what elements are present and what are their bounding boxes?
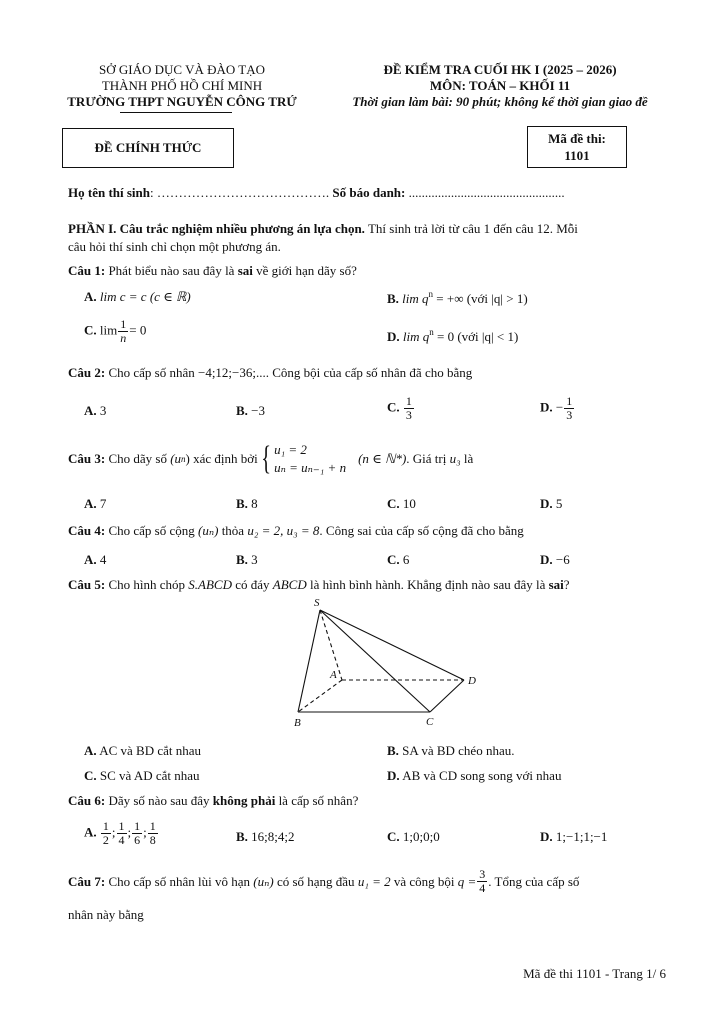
exam-code-label: Mã đề thi:	[548, 131, 606, 146]
q1-text-b: về giới hạn dãy số?	[252, 263, 357, 278]
q6-d-label: D.	[540, 829, 553, 844]
q4-b-label: B.	[236, 552, 248, 567]
q4-a-text: 4	[99, 552, 107, 567]
student-info	[68, 184, 668, 202]
q3-d-label: D.	[540, 496, 553, 511]
edge-CD	[430, 680, 464, 712]
q7-q: q =	[457, 873, 477, 889]
q6-a-frac-1	[101, 820, 111, 847]
q7-stem	[68, 868, 668, 895]
q5-c-text: SC và AD cắt nhau	[99, 768, 200, 783]
q3-label: Câu 3:	[68, 451, 106, 466]
q1-option-c[interactable]	[84, 318, 146, 345]
q7-u1: u₁ = 2	[357, 873, 391, 889]
q2-d-fraction	[564, 395, 574, 422]
q6-text-b: là cấp số nhân?	[275, 793, 359, 808]
q2-d-den: 3	[566, 408, 573, 422]
q5-option-c[interactable]	[84, 768, 200, 784]
q1-text-a: Phát biểu nào sau đây là	[105, 263, 238, 278]
q4-text-c: . Công sai của cấp số cộng đã cho bằng	[319, 523, 524, 538]
q7-q-fraction	[477, 868, 487, 895]
q1-label: Câu 1:	[68, 263, 106, 278]
q3-b-text: 8	[251, 496, 258, 511]
q7-text-d: . Tổng của cấp số	[488, 873, 580, 889]
q4-text-a: Cho cấp số cộng	[105, 523, 198, 538]
official-box: ĐỀ CHÍNH THỨC	[62, 128, 234, 168]
q3-sys-2: uₙ = uₙ₋₁ + n	[274, 460, 347, 475]
q5-d-text: AB và CD song song với nhau	[402, 768, 562, 783]
q5-label: Câu 5:	[68, 577, 106, 592]
q2-a-text: 3	[99, 403, 107, 418]
q5-text-a: Cho hình chóp	[105, 577, 189, 592]
q4-label: Câu 4:	[68, 523, 106, 538]
q3-brace: {	[261, 440, 271, 477]
q4-seq: (uₙ)	[198, 523, 219, 538]
school-name: TRƯỜNG THPT NGUYỄN CÔNG TRỨ	[67, 94, 297, 109]
q3-c-label: C.	[387, 496, 400, 511]
q5-stem	[68, 576, 668, 594]
department-line1: SỞ GIÁO DỤC VÀ ĐÀO TẠO	[99, 62, 265, 77]
q4-c-text: 6	[402, 552, 410, 567]
id-label: Số báo danh:	[332, 185, 406, 200]
vertex-A-label: A	[330, 669, 337, 681]
q3-a-label: A.	[84, 496, 97, 511]
edge-SD	[320, 610, 464, 680]
header-left	[52, 62, 312, 110]
part1-title: PHẦN I. Câu trắc nghiệm nhiều phương án lựa chọn.	[68, 221, 365, 236]
q3-seq: (u	[170, 451, 182, 466]
q6-b-text: 16;8;4;2	[251, 829, 295, 844]
q6-d-text: 1;−1;1;−1	[555, 829, 608, 844]
q1-d-text-a: lim q	[402, 329, 430, 344]
q1-option-a[interactable]	[84, 289, 191, 305]
q3-text-d: là	[460, 451, 474, 466]
q3-seq-close: )	[185, 451, 190, 466]
q6-a-num-3: 1	[134, 819, 141, 833]
q6-c-text: 1;0;0;0	[402, 829, 440, 844]
q6-stem	[68, 792, 633, 810]
q2-stem	[68, 364, 668, 382]
q3-option-a[interactable]	[84, 496, 106, 512]
q6-a-den-4: 8	[149, 833, 156, 847]
q4-cond: u₂ = 2, u₃ = 8	[247, 523, 320, 538]
q1-c-text-a: lim	[99, 322, 118, 338]
q5-a-text: AC và BD cắt nhau	[99, 743, 201, 758]
header-right	[330, 62, 670, 110]
q1-d-label: D.	[387, 329, 400, 344]
q1-b-text-b: = +∞ (với |q| > 1)	[433, 291, 528, 306]
q1-d-text-b: = 0 (với |q| < 1)	[433, 329, 519, 344]
q6-b-label: B.	[236, 829, 248, 844]
school-underline	[120, 112, 232, 113]
q7-q-num: 3	[479, 867, 486, 881]
q3-system	[274, 441, 346, 477]
q3-b-label: B.	[236, 496, 248, 511]
q6-option-b[interactable]	[236, 829, 295, 845]
part1-instruction	[68, 220, 658, 238]
q2-c-label: C.	[387, 399, 400, 415]
q2-option-a[interactable]	[84, 403, 106, 419]
q4-stem	[68, 522, 668, 540]
q1-b-text-a: lim q	[402, 291, 429, 306]
department-line2: THÀNH PHỐ HỒ CHÍ MINH	[101, 78, 263, 93]
q2-option-b[interactable]	[236, 403, 265, 419]
page-footer: Mã đề thi 1101 - Trang 1/ 6	[523, 966, 666, 981]
q1-b-sup: n	[428, 289, 434, 299]
q3-text-b: xác định bởi	[189, 451, 258, 466]
name-dots: : ………………………………….	[150, 185, 330, 200]
q1-a-text: lim c = c (c ∈ ℝ)	[99, 289, 191, 304]
q4-option-c[interactable]	[387, 552, 409, 568]
q4-option-b[interactable]	[236, 552, 258, 568]
q5-a-label: A.	[84, 743, 97, 758]
q2-b-text: −3	[251, 403, 266, 418]
q3-c-text: 10	[402, 496, 416, 511]
q6-text-bold: không phải	[212, 793, 276, 808]
q6-a-num-2: 1	[118, 819, 125, 833]
q7-text-c: và công bội	[390, 873, 458, 889]
q5-base: ABCD	[272, 577, 307, 592]
q2-d-num: 1	[566, 394, 573, 408]
q7-line2: nhân này bằng	[68, 907, 144, 922]
q6-option-a[interactable]: A. $\frac{1}{2}$ ; $\frac{1}{4}$ ; $\frac{1}{6}$ ; $\frac{1}{8}$	[84, 819, 156, 847]
q3-a-text: 7	[99, 496, 107, 511]
q6-label: Câu 6:	[68, 793, 106, 808]
q6-a-den-2: 4	[118, 833, 125, 847]
q4-d-text: −6	[555, 552, 570, 567]
q5-pyramid: S.ABCD	[188, 577, 232, 592]
vertex-D-label: D	[468, 675, 476, 687]
q3-cond: (n ∈ ℕ*)	[358, 451, 407, 466]
q3-d-text: 5	[555, 496, 563, 511]
q1-a-label: A.	[84, 289, 97, 304]
exam-time: Thời gian làm bài: 90 phút; không kể thời gian giao đề	[352, 94, 648, 109]
q4-option-a[interactable]	[84, 552, 106, 568]
q6-a-num-1: 1	[102, 819, 109, 833]
q1-d-sup: n	[429, 327, 434, 337]
q7-label: Câu 7:	[68, 873, 106, 889]
q3-seq-sub: n	[181, 454, 186, 464]
q5-option-d[interactable]	[387, 768, 561, 784]
q2-c-num: 1	[405, 394, 412, 408]
q4-a-label: A.	[84, 552, 97, 567]
q6-a-num-4: 1	[149, 819, 156, 833]
q2-option-d[interactable]	[540, 395, 575, 422]
q1-option-d[interactable]	[387, 327, 518, 345]
edge-AB-hidden	[298, 680, 342, 712]
q7-q-den: 4	[479, 881, 486, 895]
q1-c-den: n	[120, 331, 127, 345]
q2-a-label: A.	[84, 403, 97, 418]
q5-text-bold: sai	[548, 577, 564, 592]
q5-text-b: có đáy	[231, 577, 273, 592]
q6-a-den-1: 2	[102, 833, 109, 847]
q4-d-label: D.	[540, 552, 553, 567]
vertex-C-label: C	[426, 716, 434, 728]
vertex-B-label: B	[294, 717, 301, 729]
q1-c-label: C.	[84, 322, 97, 338]
q1-stem	[68, 262, 633, 280]
exam-code-box	[527, 126, 627, 168]
q4-b-text: 3	[251, 552, 258, 567]
exam-code-value: 1101	[564, 148, 590, 163]
name-label: Họ tên thí sinh	[68, 185, 150, 200]
q6-a-frac-4	[148, 820, 158, 847]
q6-c-label: C.	[387, 829, 400, 844]
q3-option-d[interactable]	[540, 496, 562, 512]
q1-b-label: B.	[387, 291, 399, 306]
q1-c-fraction	[118, 318, 128, 345]
q1-text-bold: sai	[237, 263, 253, 278]
part1-instr-2: câu hỏi thí sinh chỉ chọn một phương án.	[68, 239, 281, 254]
q2-label: Câu 2:	[68, 365, 106, 380]
q2-b-label: B.	[236, 403, 248, 418]
vertex-S-label: S	[314, 597, 320, 609]
q4-c-label: C.	[387, 552, 400, 567]
q5-c-label: C.	[84, 768, 97, 783]
q3-sys-1: u₁ = 2	[274, 442, 307, 457]
pyramid-figure	[290, 594, 490, 734]
q7-seq: (uₙ)	[253, 873, 274, 889]
edge-SB	[298, 610, 320, 712]
q2-d-sign: −	[555, 399, 564, 415]
exam-subject: MÔN: TOÁN – KHỐI 11	[429, 78, 571, 93]
q4-text-b: thỏa	[218, 523, 248, 538]
q3-stem	[68, 441, 668, 477]
part1-instr-1: Thí sinh trả lời từ câu 1 đến câu 12. Mỗi	[364, 221, 578, 236]
q6-option-d[interactable]	[540, 829, 607, 845]
q5-option-b[interactable]	[387, 743, 514, 759]
q2-c-den: 3	[405, 408, 412, 422]
q3-option-c[interactable]	[387, 496, 416, 512]
q2-c-fraction	[404, 395, 414, 422]
q3-u3: u₃	[449, 451, 461, 466]
q6-a-frac-2	[117, 820, 127, 847]
q6-text-a: Dãy số nào sau đây	[105, 793, 213, 808]
q7-text-b: có số hạng đầu	[273, 873, 358, 889]
q5-text-d: ?	[563, 577, 570, 592]
q2-option-c[interactable]	[387, 395, 415, 422]
q5-b-label: B.	[387, 743, 399, 758]
q1-c-num: 1	[120, 317, 127, 331]
q5-option-a[interactable]	[84, 743, 201, 759]
q2-d-label: D.	[540, 399, 553, 415]
q5-text-c: là hình bình hành. Khẳng định nào sau đây là	[306, 577, 549, 592]
edge-SC	[320, 610, 430, 712]
q3-text-a: Cho dãy số	[105, 451, 171, 466]
q3-option-b[interactable]	[236, 496, 258, 512]
q7-text-a: Cho cấp số nhân lùi vô hạn	[105, 873, 254, 889]
exam-title: ĐỀ KIỂM TRA CUỐI HK I (2025 – 2026)	[383, 62, 617, 77]
q2-text: Cho cấp số nhân −4;12;−36;.... Công bội của cấp số nhân đã cho bằng	[105, 365, 473, 380]
q6-a-den-3: 6	[134, 833, 141, 847]
q6-option-c[interactable]	[387, 829, 440, 845]
q4-option-d[interactable]	[540, 552, 570, 568]
q1-option-b[interactable]	[387, 289, 528, 307]
id-dots: ................................................	[408, 185, 565, 200]
q1-c-text-b: = 0	[129, 322, 147, 338]
q6-a-frac-3	[132, 820, 142, 847]
q5-d-label: D.	[387, 768, 400, 783]
q5-b-text: SA và BD chéo nhau.	[402, 743, 515, 758]
q6-a-label: A.	[84, 824, 97, 840]
q3-text-c: . Giá trị	[406, 451, 450, 466]
